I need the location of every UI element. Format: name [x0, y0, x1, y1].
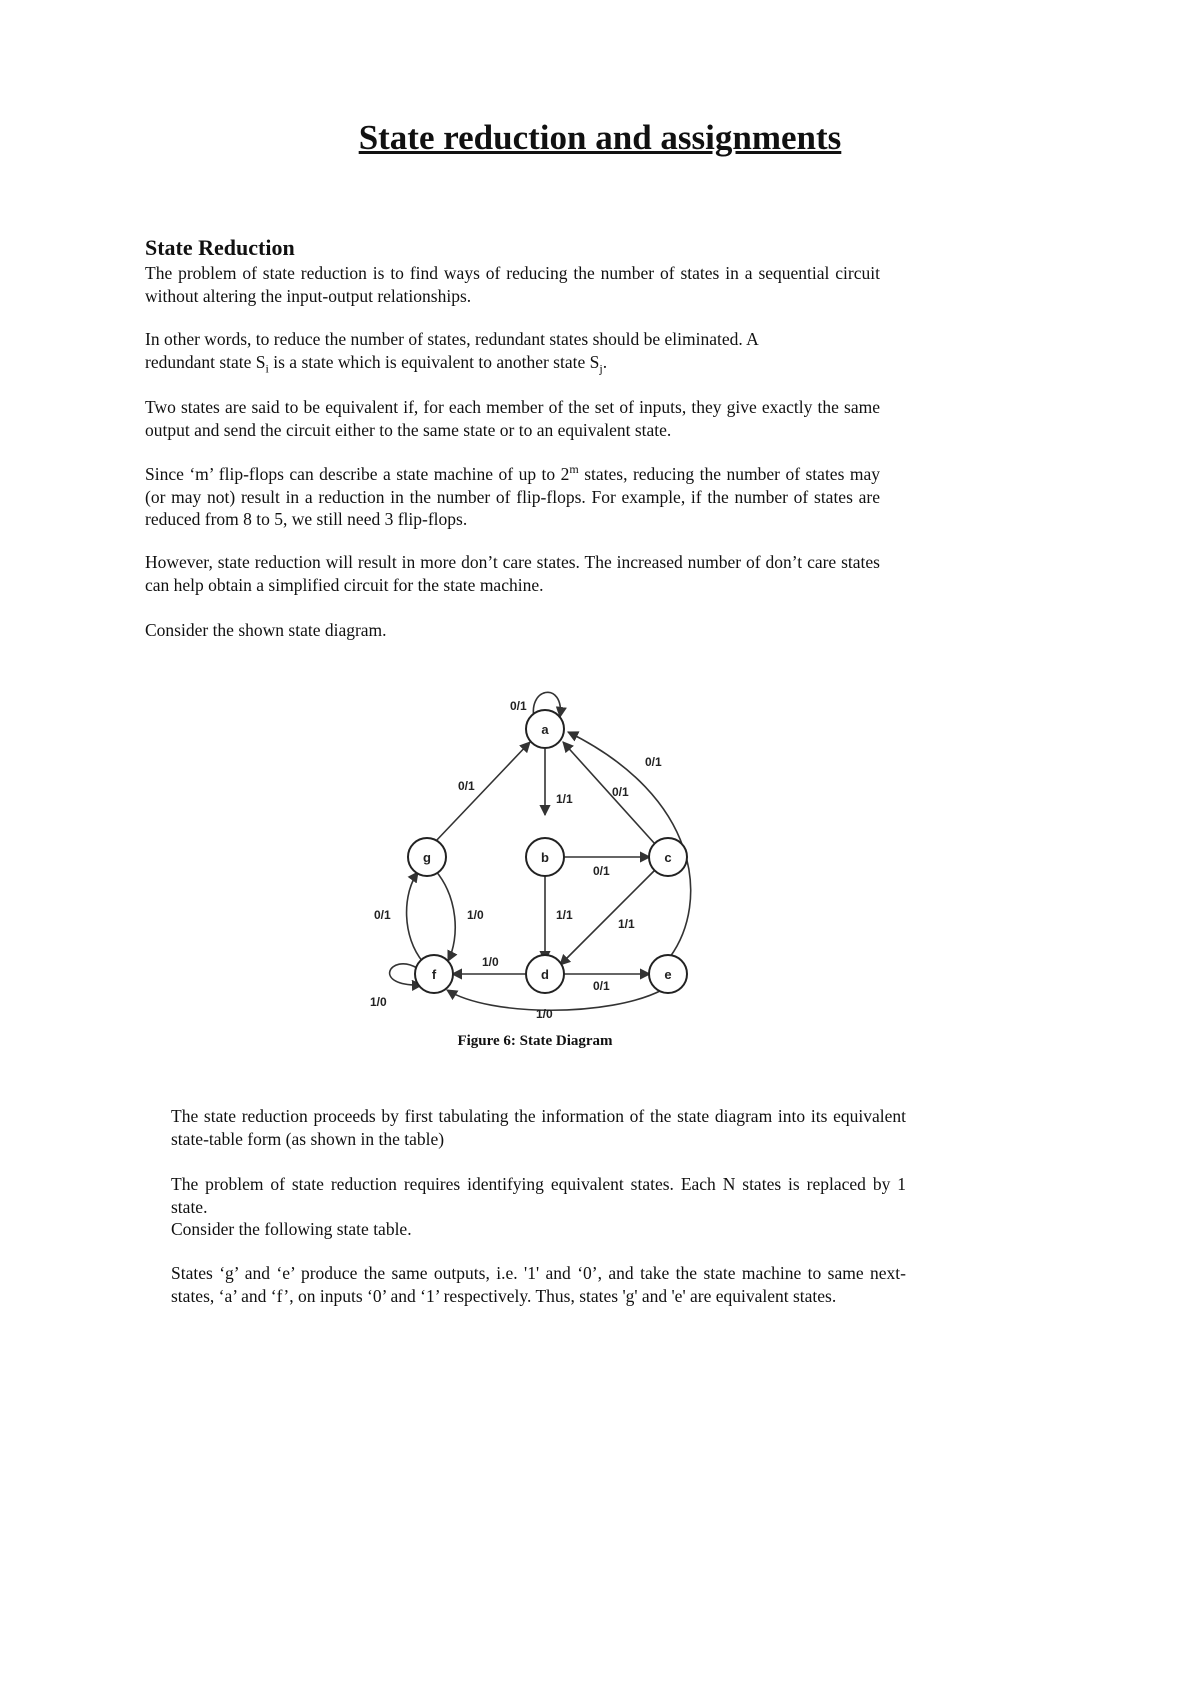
state-e [649, 955, 687, 993]
state-label: d [541, 967, 549, 982]
edge-label-f-self: 1/0 [370, 995, 387, 1009]
edge-label-b-d: 1/1 [556, 908, 573, 922]
edge-label-a-self: 0/1 [510, 699, 527, 713]
state-f [415, 955, 453, 993]
state-label: g [423, 850, 431, 865]
paragraph-identifying-equivalent [171, 1173, 906, 1241]
subscript: i [265, 361, 269, 375]
edge-label-e-a: 0/1 [645, 755, 662, 769]
paragraph-line: Consider the following state table. [171, 1219, 412, 1239]
paragraph-equivalent-states: Two states are said to be equivalent if, for each member of the set of inputs, they give exactly the same output and send the circuit either to the same state or to an equivalent state. [145, 397, 880, 440]
state-c [649, 838, 687, 876]
edge-f-g [407, 872, 423, 962]
edge-c-a [563, 742, 655, 844]
edge-label-a-b: 1/1 [556, 792, 573, 806]
edge-label-c-d: 1/1 [618, 917, 635, 931]
state-a [526, 710, 564, 748]
state-d [526, 955, 564, 993]
paragraph-line: The problem of state reduction requires identifying equivalent states. Each N states is replaced by 1 state. [171, 1174, 906, 1217]
state-label: b [541, 850, 549, 865]
section-heading: State Reduction [145, 235, 295, 260]
edge-label-g-a: 0/1 [458, 779, 475, 793]
state-label: c [664, 850, 672, 865]
text-run: is a state which is equivalent to another state S [268, 351, 600, 372]
edge-label-f-g: 0/1 [374, 908, 391, 922]
state-label: e [664, 967, 672, 982]
state-g [408, 838, 446, 876]
text-run: . [602, 351, 608, 372]
edge-c-d [560, 870, 655, 965]
edge-g-a [435, 742, 530, 842]
edge-label-d-f: 1/0 [482, 955, 499, 969]
text-run: redundant state S [145, 351, 266, 372]
edge-label-b-c: 0/1 [593, 864, 610, 878]
state-b [526, 838, 564, 876]
state-diagram [350, 672, 730, 1022]
edge-g-f [435, 870, 455, 961]
paragraph-dont-care-states: However, state reduction will result in more don’t care states. The increased number of don’t care states can help obtain a simplified circuit for the state machine. [145, 552, 880, 595]
text-run: states, reducing the number of states may (or may not) result in a reduction in the number of flip-flops. For example, if the number of states are reduced from 8 to 5, we still need 3 flip-flops. [145, 464, 880, 529]
figure-caption: Figure 6: State Diagram [457, 1033, 613, 1049]
state-label: a [541, 722, 549, 737]
edge-e-f [447, 990, 662, 1010]
subscript: j [599, 361, 603, 375]
paragraph-line: In other words, to reduce the number of states, redundant states should be eliminated. A [145, 329, 759, 349]
superscript: m [569, 462, 579, 477]
paragraph-g-e-equivalent: States ‘g’ and ‘e’ produce the same outputs, i.e. '1' and ‘0’, and take the state machine to same next-states, ‘a’ and ‘f’, on inputs ‘0’ and ‘1’ respectively. Thus, states 'g' and 'e' are equivalent states. [171, 1263, 906, 1306]
paragraph-flip-flops [145, 463, 880, 531]
paragraph-consider-diagram: Consider the shown state diagram. [145, 620, 387, 640]
state-label: f [431, 967, 437, 982]
paragraph-tabulating: The state reduction proceeds by first tabulating the information of the state diagram into its equivalent state-table form (as shown in the table) [171, 1106, 906, 1149]
edge-label-e-f: 1/0 [536, 1007, 553, 1021]
edge-label-g-f: 1/0 [467, 908, 484, 922]
paragraph-redundant-states [145, 328, 880, 373]
edge-label-d-e: 0/1 [593, 979, 610, 993]
text-run: Since ‘m’ flip-flops can describe a state machine of up to 2 [145, 464, 570, 484]
page-title: State reduction and assignments [358, 118, 842, 157]
edge-label-c-a: 0/1 [612, 785, 629, 799]
paragraph-state-reduction-definition: The problem of state reduction is to find ways of reducing the number of states in a sequential circuit without altering the input-output relationships. [145, 263, 880, 306]
